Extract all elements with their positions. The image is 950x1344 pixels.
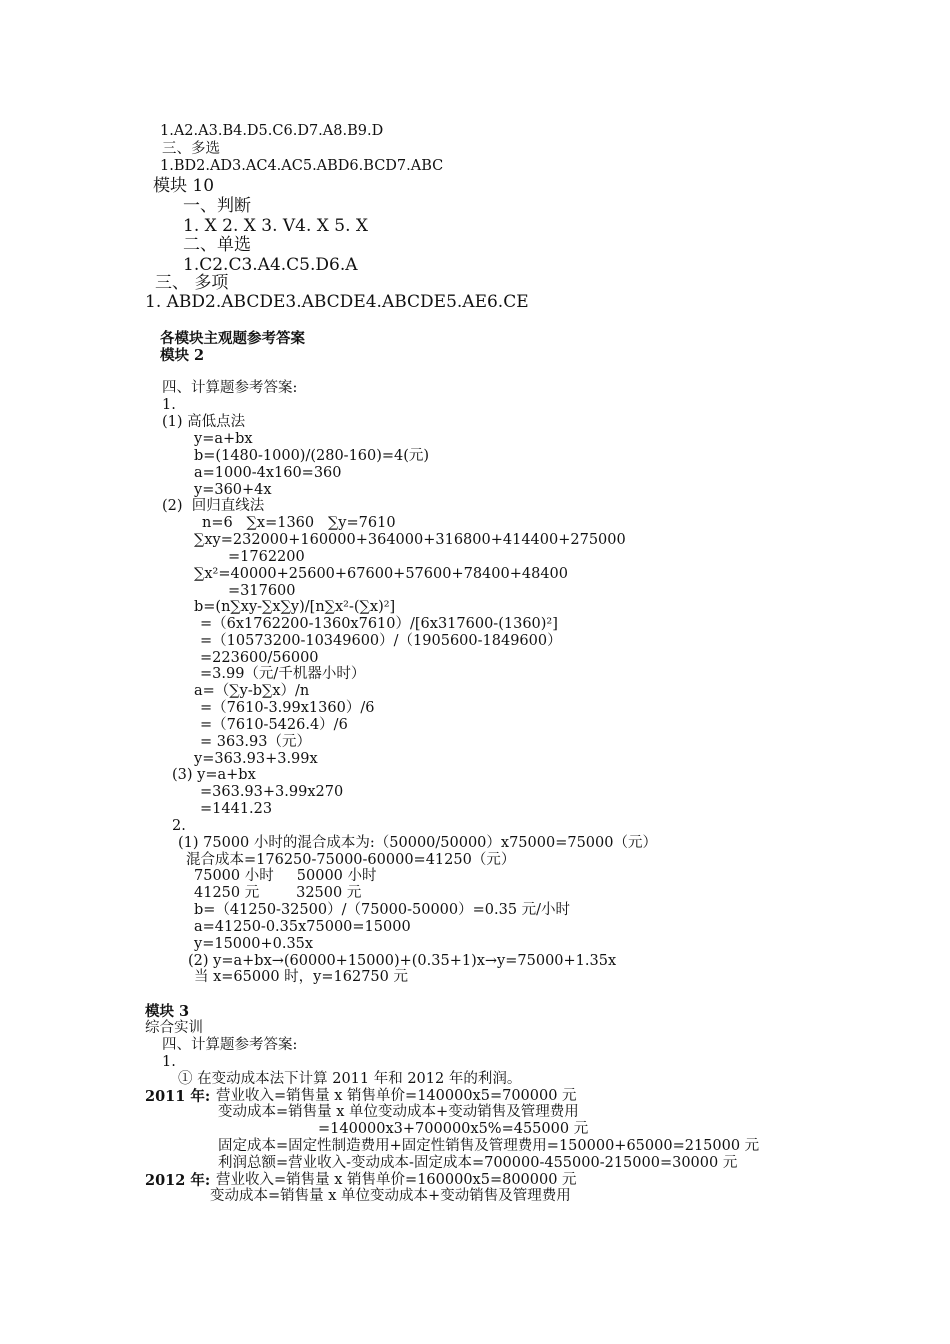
formula-line: 混合成本=176250-75000-60000=41250（元） — [186, 852, 516, 868]
judgment-answers: 1. X 2. X 3. V4. X 5. X — [183, 216, 369, 236]
formula-line: a=41250-0.35x75000=15000 — [194, 919, 411, 935]
formula-line: b=(n∑xy-∑x∑y)/[n∑x²-(∑x)²] — [194, 599, 396, 615]
formula-line: 营业收入=销售量 x 销售单价=160000x5=800000 元 — [216, 1172, 577, 1188]
formula-line: =3.99（元/千机器小时） — [200, 666, 366, 682]
formula-line: a=（∑y-b∑x）/n — [194, 683, 310, 699]
formula-line: y=360+4x — [194, 482, 272, 498]
multiple-items-answers: 1. ABD2.ABCDE3.ABCDE4.ABCDE5.AE6.CE — [145, 292, 529, 312]
formula-line: b=（41250-32500）/（75000-50000）=0.35 元/小时 — [194, 902, 571, 918]
formula-line: y=a+bx — [194, 431, 253, 447]
formula-line: =223600/56000 — [200, 650, 319, 666]
module-2-heading: 模块 2 — [160, 347, 205, 364]
formula-line: (2) y=a+bx→(60000+15000)+(0.35+1)x→y=75000+1.35x — [188, 953, 617, 969]
method-heading: (1) 高低点法 — [162, 414, 246, 430]
module9-single-answers: 1.A2.A3.B4.D5.C6.D7.A8.B9.D — [160, 123, 384, 139]
question-number: 1. — [162, 1054, 176, 1070]
year-2011-label: 2011 年: — [145, 1088, 211, 1105]
formula-line: y=15000+0.35x — [194, 936, 314, 952]
method-heading: (2) 回归直线法 — [162, 498, 265, 514]
multiple-choice-heading: 三、多选 — [162, 141, 220, 157]
formula-line: =363.93+3.99x270 — [200, 784, 344, 800]
multiple-items-heading: 三、 多项 — [155, 273, 229, 293]
calculation-heading: 四、计算题参考答案: — [162, 380, 298, 396]
subjective-answers-title: 各模块主观题参考答案 — [160, 330, 305, 347]
step-description: ① 在变动成本法下计算 2011 年和 2012 年的利润。 — [178, 1071, 522, 1087]
single-choice-answers: 1.C2.C3.A4.C5.D6.A — [183, 255, 358, 275]
formula-line: (1) 75000 小时的混合成本为:（50000/50000）x75000=75000（元） — [178, 835, 657, 851]
formula-line: ∑x²=40000+25600+67600+57600+78400+48400 — [194, 566, 568, 582]
formula-line: a=1000-4x160=360 — [194, 465, 342, 481]
formula-line: y=363.93+3.99x — [194, 751, 318, 767]
formula-line: n=6 ∑x=1360 ∑y=7610 — [202, 515, 396, 531]
formula-line: 当 x=65000 时，y=162750 元 — [194, 969, 408, 985]
module-3-heading: 模块 3 — [145, 1003, 190, 1020]
formula-line: =（10573200-10349600）/（1905600-1849600） — [200, 633, 562, 649]
formula-line: ∑xy=232000+160000+364000+316800+414400+275000 — [194, 532, 626, 548]
year-2012-label: 2012 年: — [145, 1172, 211, 1189]
calculation-heading: 四、计算题参考答案: — [162, 1037, 298, 1053]
formula-line: 41250 元 32500 元 — [194, 885, 362, 901]
module9-multiple-answers: 1.BD2.AD3.AC4.AC5.ABD6.BCD7.ABC — [160, 158, 444, 174]
formula-line: 75000 小时 50000 小时 — [194, 868, 377, 884]
formula-line: 利润总额=营业收入-变动成本-固定成本=700000-455000-215000=30000 元 — [218, 1155, 738, 1171]
formula-line: 固定成本=固定性制造费用+固定性销售及管理费用=150000+65000=215000 元 — [218, 1138, 760, 1154]
formula-line: = 363.93（元） — [200, 734, 311, 750]
question-number: 1. — [162, 397, 176, 413]
formula-line: b=(1480-1000)/(280-160)=4(元) — [194, 448, 430, 464]
formula-line: =140000x3+700000x5%=455000 元 — [318, 1121, 589, 1137]
single-choice-heading: 二、单选 — [183, 235, 251, 255]
formula-line: =（7610-3.99x1360）/6 — [200, 700, 375, 716]
practice-heading: 综合实训 — [145, 1020, 203, 1036]
formula-line: =1762200 — [228, 549, 305, 565]
judgment-heading: 一、判断 — [183, 196, 251, 216]
formula-line: 营业收入=销售量 x 销售单价=140000x5=700000 元 — [216, 1088, 577, 1104]
formula-line: =317600 — [228, 583, 296, 599]
formula-line: =（6x1762200-1360x7610）/[6x317600-(1360)²] — [200, 616, 558, 632]
formula-line: 变动成本=销售量 x 单位变动成本+变动销售及管理费用 — [218, 1104, 579, 1120]
formula-line: =1441.23 — [200, 801, 273, 817]
method-heading: (3) y=a+bx — [172, 767, 256, 783]
formula-line: 变动成本=销售量 x 单位变动成本+变动销售及管理费用 — [210, 1188, 571, 1204]
formula-line: =（7610-5426.4）/6 — [200, 717, 348, 733]
module-10-heading: 模块 10 — [153, 176, 215, 196]
question-number: 2. — [172, 818, 186, 834]
